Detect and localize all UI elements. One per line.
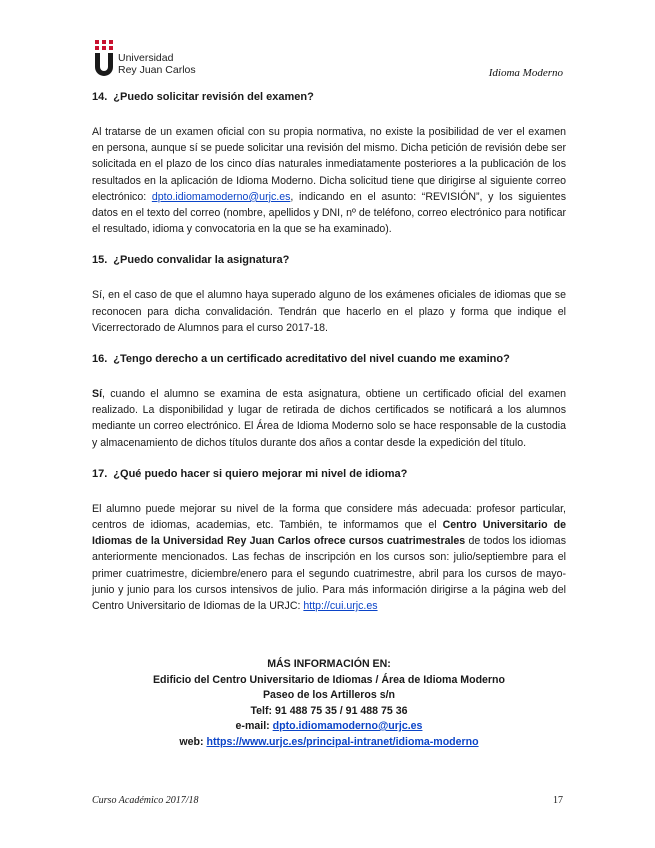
logo-line-1: Universidad bbox=[118, 52, 174, 64]
contact-email-link[interactable]: dpto.idiomamoderno@urjc.es bbox=[272, 720, 423, 732]
answer-paragraph: Sí, cuando el alumno se examina de esta asignatura, obtiene un certificado oficial del examen realizado. La disponibilidad y lugar de retirada de dichos certificados se notificará a los alumnos mediante un correo electrónico. El Área de Idioma Moderno solo se hace responsable de la custodia y almacenamiento de dichos títulos durante dos años a contar desde la expedición del título. bbox=[92, 388, 566, 449]
more-info-title: MÁS INFORMACIÓN EN: bbox=[267, 658, 391, 670]
logo-line-2: Rey Juan Carlos bbox=[118, 64, 196, 76]
question-heading: 14. ¿Puedo solicitar revisión del examen? bbox=[92, 91, 314, 103]
university-logo bbox=[92, 38, 212, 80]
faq-content bbox=[92, 90, 566, 614]
answer-paragraph: Al tratarse de un examen oficial con su propia normativa, no existe la posibilidad de ver el examen en persona, aunque sí se puede solicitar una revisión del mismo. Dicha petición de revisión debe ser solicitada en el plazo de los cinco días naturales inmediatamente posteriores a la publicación de los resultados en la aplicación de Idioma Moderno. Dicha solicitud tiene que dirigirse al siguiente correo electrónico: dpto.idiomamoderno@urjc.es, indicando en el asunto: “REVISIÓN”, y los siguientes datos en el texto del correo (nombre, apellidos y DNI, nº de teléfono, correo electrónico para notificar el resultado, idioma y convocatoria en la que se ha examinado). bbox=[92, 126, 566, 236]
question-heading: 15. ¿Puedo convalidar la asignatura? bbox=[92, 254, 290, 267]
urjc-logo-icon bbox=[92, 38, 116, 78]
answer-paragraph: Sí, en el caso de que el alumno haya superado alguno de los exámenes oficiales de idiomas que se reconocen para dicha convalidación. Tendrán que hacerlo en el plazo y forma que indique el Vicerrectorado de Alumnos para el curso 2017-18. bbox=[92, 289, 566, 334]
more-info-address: Paseo de los Artilleros s/n bbox=[262, 689, 396, 701]
cui-web-link[interactable]: http://cui.urjc.es bbox=[303, 600, 378, 613]
section-title: Idioma Moderno bbox=[488, 67, 563, 79]
more-info-building: Edificio del Centro Universitario de Idiomas / Área de Idioma Moderno bbox=[152, 673, 505, 686]
question-heading: 17. ¿Qué puedo hacer si quiero mejorar mi nivel de idioma? bbox=[92, 467, 408, 480]
page-number: 17 bbox=[553, 795, 563, 806]
more-info-block bbox=[92, 657, 566, 750]
answer-paragraph: El alumno puede mejorar su nivel de la forma que considere más adecuada: profesor particular, centros de idiomas, academias, etc. También, te informamos que el Centro Universitario de Idiomas de la Universidad Rey Juan Carlos ofrece cursos cuatrimestrales de todos los idiomas anteriormente mencionados. Las fechas de inscripción en los cursos son: julio/septiembre para el primer cuatrimestre, diciembre/enero para el segundo cuatrimestre, abril para los cursos de mayo-junio y junio para los cursos intensivos de julio. Para más información dirigirse a la página web del Centro Universitario de Idiomas de la URJC: http://cui.urjc.es bbox=[92, 502, 566, 613]
web-link[interactable]: https://www.urjc.es/principal-intranet/idioma-moderno bbox=[206, 735, 479, 748]
email-link[interactable]: dpto.idiomamoderno@urjc.es bbox=[151, 190, 291, 203]
logo-text bbox=[118, 52, 196, 76]
footer-course: Curso Académico 2017/18 bbox=[92, 795, 199, 806]
question-heading: 16. ¿Tengo derecho a un certificado acreditativo del nivel cuando me examino? bbox=[92, 353, 510, 366]
more-info-phone: Telf: 91 488 75 35 / 91 488 75 36 bbox=[250, 704, 408, 717]
more-info-web-row: web: https://www.urjc.es/principal-intranet/idioma-moderno bbox=[179, 735, 479, 748]
more-info-email-row: e-mail: dpto.idiomamoderno@urjc.es bbox=[235, 720, 423, 732]
